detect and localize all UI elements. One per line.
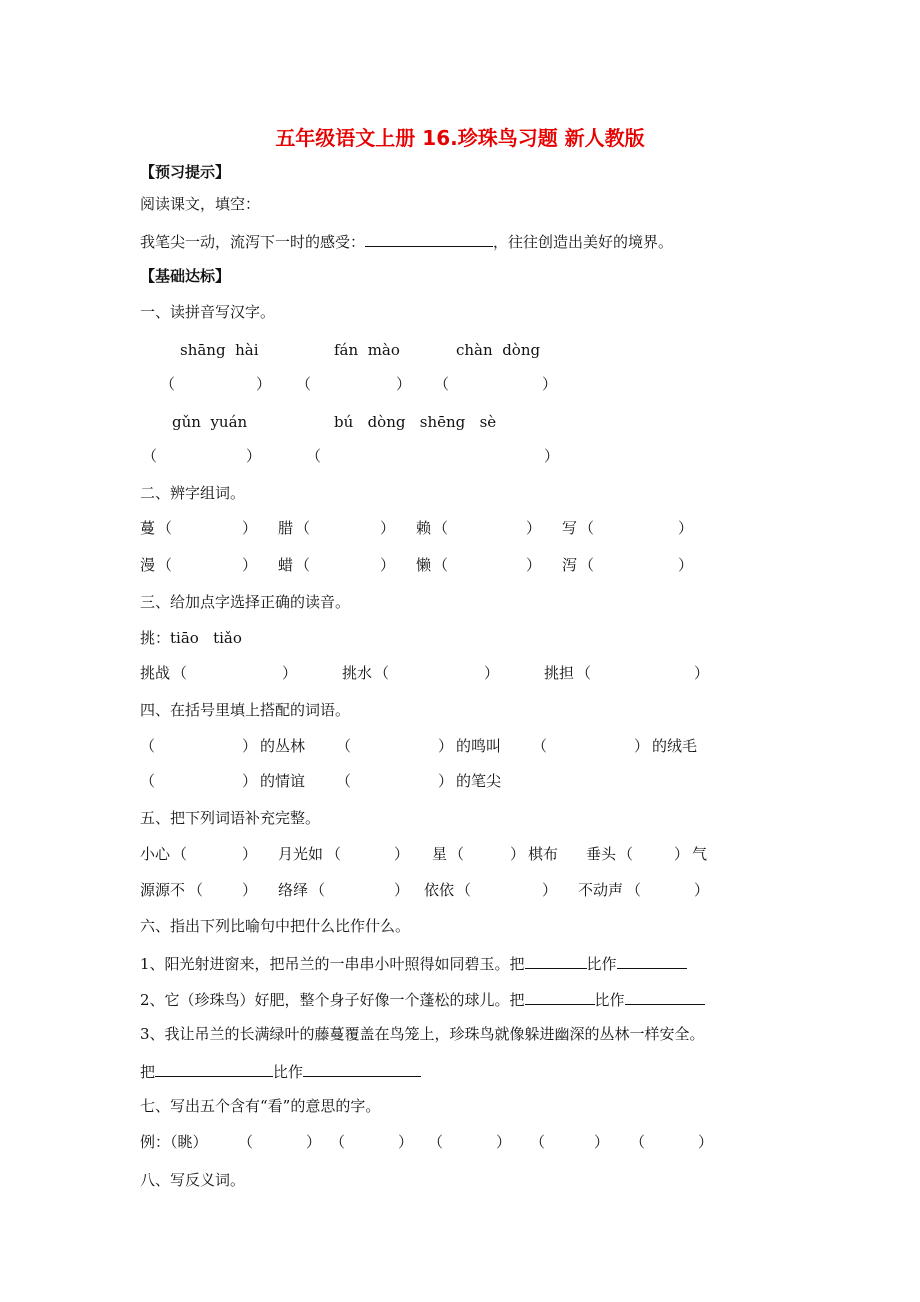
- paren-close: ）: [306, 1133, 322, 1151]
- paren-close: ）: [496, 1133, 512, 1151]
- idiom-qibu: 棋布: [528, 845, 559, 863]
- word-mingjiao: 的鸣叫: [456, 737, 502, 755]
- paren-close: ）: [242, 845, 258, 863]
- preview-sentence-before: 我笔尖一动，流泻下一时的感受：: [140, 233, 366, 251]
- basic-heading: 【基础达标】: [140, 267, 231, 285]
- char-xie2: 泻: [562, 556, 578, 574]
- paren-open: （: [456, 881, 472, 899]
- paren-open: （: [630, 1133, 646, 1151]
- fill-blank: [525, 952, 587, 969]
- bizuo-label: 比作: [594, 991, 625, 1009]
- paren-open: （: [140, 737, 156, 755]
- paren-open: （: [157, 519, 173, 537]
- paren-open: （: [188, 881, 204, 899]
- paren-open: （: [626, 881, 642, 899]
- pinyin-budongshengse: bú dòng shēng sè: [334, 413, 497, 431]
- paren-close: ）: [526, 519, 542, 537]
- char-xie: 写: [562, 519, 578, 537]
- paren-open: （: [238, 1133, 254, 1151]
- idiom-xiaoxin: 小心: [140, 845, 171, 863]
- paren-open: （: [140, 772, 156, 790]
- q6-sentence-3-answer: [140, 1060, 421, 1082]
- pinyin-gunyuan: gǔn yuán: [172, 413, 248, 431]
- paren-close: ）: [678, 556, 694, 574]
- paren-open: （: [433, 556, 449, 574]
- fill-blank: [303, 1060, 421, 1077]
- word-qingyi: 的情谊: [260, 772, 306, 790]
- paren-open: （: [336, 737, 352, 755]
- preview-instruction: 阅读课文，填空：: [140, 195, 261, 213]
- paren-close: ）: [594, 1133, 610, 1151]
- paren-open: （: [296, 375, 312, 393]
- paren-open: （: [449, 845, 465, 863]
- word-tiaoshui: 挑水: [342, 664, 373, 682]
- q3-options: 挑：tiāo tiǎo: [140, 629, 242, 647]
- idiom-budongsheng: 不动声: [578, 881, 624, 899]
- paren-close: ）: [242, 556, 258, 574]
- ba-label: 把: [140, 1063, 156, 1081]
- preview-sentence: [140, 230, 673, 252]
- q3-title: 三、给加点字选择正确的读音。: [140, 593, 351, 611]
- paren-close: ）: [242, 772, 258, 790]
- paren-open: （: [157, 556, 173, 574]
- paren-close: ）: [484, 664, 500, 682]
- paren-close: ）: [246, 447, 262, 465]
- pinyin-shanghai: shāng hài: [180, 341, 259, 359]
- paren-close: ）: [380, 519, 396, 537]
- bizuo-label: 比作: [273, 1063, 304, 1081]
- paren-close: ）: [694, 881, 710, 899]
- paren-open: （: [310, 881, 326, 899]
- paren-open: （: [295, 556, 311, 574]
- paren-open: （: [172, 845, 188, 863]
- paren-close: ）: [674, 845, 690, 863]
- paren-open: （: [336, 772, 352, 790]
- q6-sentence-2: [140, 988, 705, 1010]
- paren-open: （: [330, 1133, 346, 1151]
- paren-close: ）: [380, 556, 396, 574]
- idiom-luoyi: 络绎: [278, 881, 309, 899]
- char-la: 腊: [278, 519, 294, 537]
- paren-close: ）: [510, 845, 526, 863]
- bizuo-label: 比作: [586, 955, 617, 973]
- fill-blank: [155, 1060, 273, 1077]
- paren-close: ）: [544, 447, 560, 465]
- paren-open: （: [434, 375, 450, 393]
- fill-blank: [365, 230, 493, 247]
- char-lan: 懒: [416, 556, 432, 574]
- preview-heading: 【预习提示】: [140, 163, 231, 181]
- paren-open: （: [374, 664, 390, 682]
- paren-close: ）: [678, 519, 694, 537]
- paren-close: ）: [398, 1133, 414, 1151]
- q2-title: 二、辨字组词。: [140, 484, 246, 502]
- q5-title: 五、把下列词语补充完整。: [140, 809, 321, 827]
- fill-blank: [625, 988, 705, 1005]
- char-man2: 漫: [140, 556, 156, 574]
- idiom-yiyi: 依依: [424, 881, 455, 899]
- word-conglin: 的丛林: [260, 737, 306, 755]
- paren-close: ）: [394, 881, 410, 899]
- paren-open: （: [576, 664, 592, 682]
- paren-open: （: [618, 845, 634, 863]
- paren-open: （: [172, 664, 188, 682]
- char-la2: 蜡: [278, 556, 294, 574]
- word-bijian: 的笔尖: [456, 772, 502, 790]
- paren-open: （: [306, 447, 322, 465]
- paren-close: ）: [242, 519, 258, 537]
- paren-close: ）: [542, 375, 558, 393]
- paren-open: （: [326, 845, 342, 863]
- idiom-xing: 星: [432, 845, 448, 863]
- fill-blank: [617, 952, 687, 969]
- paren-open: （: [433, 519, 449, 537]
- q6-title: 六、指出下列比喻句中把什么比作什么。: [140, 917, 411, 935]
- paren-close: ）: [256, 375, 272, 393]
- paren-open: （: [579, 519, 595, 537]
- char-man: 蔓: [140, 519, 156, 537]
- paren-close: ）: [526, 556, 542, 574]
- idiom-qi: 气: [692, 845, 708, 863]
- paren-close: ）: [542, 881, 558, 899]
- document-title: 五年级语文上册 16.珍珠鸟习题 新人教版: [275, 126, 645, 150]
- q1-title: 一、读拼音写汉字。: [140, 303, 276, 321]
- char-lai: 赖: [416, 519, 432, 537]
- paren-open: （: [579, 556, 595, 574]
- paren-close: ）: [242, 737, 258, 755]
- sentence-text: 2、它（珍珠鸟）好肥，整个身子好像一个蓬松的球儿。把: [140, 991, 525, 1009]
- paren-close: ）: [694, 664, 710, 682]
- paren-open: （: [142, 447, 158, 465]
- q4-title: 四、在括号里填上搭配的词语。: [140, 701, 351, 719]
- paren-open: （: [532, 737, 548, 755]
- paren-close: ）: [282, 664, 298, 682]
- fill-blank: [525, 988, 595, 1005]
- word-tiaodan: 挑担: [544, 664, 575, 682]
- q6-sentence-3: 3、我让吊兰的长满绿叶的藤蔓覆盖在鸟笼上，珍珠鸟就像躲进幽深的丛林一样安全。: [140, 1025, 705, 1043]
- sentence-text: 1、阳光射进窗来，把吊兰的一串串小叶照得如同碧玉。把: [140, 955, 525, 973]
- idiom-chuitou: 垂头: [586, 845, 617, 863]
- word-rongmao: 的绒毛: [652, 737, 698, 755]
- q6-sentence-1: [140, 952, 687, 974]
- paren-open: （: [530, 1133, 546, 1151]
- paren-close: ）: [242, 881, 258, 899]
- paren-open: （: [428, 1133, 444, 1151]
- idiom-yuanyuanbu: 源源不: [140, 881, 186, 899]
- paren-close: ）: [438, 772, 454, 790]
- idiom-yueguangru: 月光如: [278, 845, 324, 863]
- pinyin-fanmao: fán mào: [334, 341, 400, 359]
- q8-title: 八、写反义词。: [140, 1171, 246, 1189]
- paren-close: ）: [634, 737, 650, 755]
- paren-open: （: [160, 375, 176, 393]
- q7-example: 例：（眺）: [140, 1133, 208, 1151]
- word-tiaozhan: 挑战: [140, 664, 171, 682]
- paren-close: ）: [396, 375, 412, 393]
- paren-close: ）: [698, 1133, 714, 1151]
- pinyin-chandong: chàn dòng: [456, 341, 541, 359]
- paren-close: ）: [438, 737, 454, 755]
- paren-open: （: [295, 519, 311, 537]
- q7-title: 七、写出五个含有“看”的意思的字。: [140, 1097, 381, 1115]
- paren-close: ）: [394, 845, 410, 863]
- preview-sentence-after: ，往往创造出美好的境界。: [493, 233, 674, 251]
